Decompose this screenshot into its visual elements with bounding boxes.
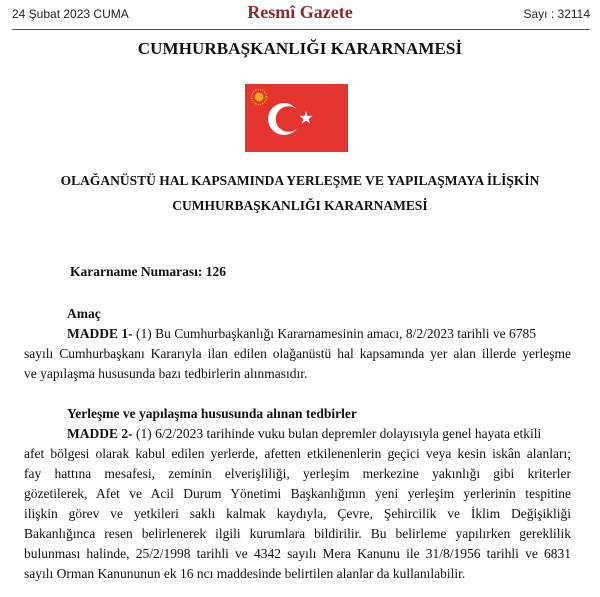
- article-2: [24, 404, 571, 584]
- article-line: afet bölgesi olarak kabul edilen yerlerde, afetten etkilenenlerin geçici veya kesin iskân alanları;: [24, 446, 571, 461]
- document-title-line-2: CUMHURBAŞKANLIĞI KARARNAMESİ: [172, 198, 428, 213]
- article-heading: Amaç: [67, 306, 101, 321]
- article-line: sayılı Orman Kanununun ek 16 ncı maddesinde belirtilen alanlar da kullanılabilir.: [24, 566, 466, 581]
- article-line: ilişkin görev ve yetkileri saklı kalmak kaydıyla, Çevre, Şehircilik ve İklim Değişikliği: [24, 506, 571, 521]
- article-line: MADDE 1- (1) Bu Cumhurbaşkanlığı Kararnamesinin amacı, 8/2/2023 tarihli ve 6785: [67, 326, 537, 341]
- article-label: MADDE 2-: [67, 426, 133, 441]
- turkish-flag-icon: [245, 84, 348, 152]
- decree-number: [70, 264, 226, 280]
- article-line: gözetilerek, Afet ve Acil Durum Yönetimi Başkanlığının yeni yerleşim yerlerinin tespitine: [24, 486, 571, 501]
- issue-number: Sayı : 32114: [523, 7, 590, 21]
- masthead-divider: [12, 29, 590, 30]
- issue-date: 24 Şubat 2023 CUMA: [12, 7, 129, 21]
- article-line: ve yapılaşma hususunda bazı tedbirlerin alınmasıdır.: [24, 366, 308, 381]
- article-line: bulunması halinde, 25/2/1998 tarihli ve 4342 sayılı Mera Kanunu ile 31/8/1956 tarihli ve 6831: [24, 546, 571, 561]
- article-line: Bakanlığınca resen belirlenerek ilgili kurumlara bildirilir. Bu belirleme yapılırken gereklilik: [24, 526, 571, 541]
- decree-number-label: Kararname Numarası:: [70, 264, 203, 279]
- article-line: fay hattına mesafesi, zeminin elverişliliği, yerleşim merkezine yakınlığı gibi kriterler: [24, 466, 571, 481]
- publication-title: Resmî Gazete: [247, 2, 353, 22]
- section-title: CUMHURBAŞKANLIĞI KARARNAMESİ: [137, 39, 463, 58]
- article-label: MADDE 1-: [67, 326, 133, 341]
- article-line: sayılı Cumhurbaşkanı Kararıyla ilan edilen olağanüstü hal kapsamında yer alan illerde yerleşme: [24, 346, 571, 361]
- document-title-line-1: OLAĞANÜSTÜ HAL KAPSAMINDA YERLEŞME VE YAPILAŞMAYA İLİŞKİN: [60, 173, 540, 188]
- article-heading: Yerleşme ve yapılaşma hususunda alınan tedbirler: [67, 406, 357, 421]
- decree-number-value: 126: [205, 264, 226, 279]
- article-1: [24, 304, 571, 384]
- masthead: [0, 0, 600, 32]
- article-line: MADDE 2- (1) 6/2/2023 tarihinde vuku bulan depremler dolayısıyla genel hayata etkili: [67, 426, 542, 441]
